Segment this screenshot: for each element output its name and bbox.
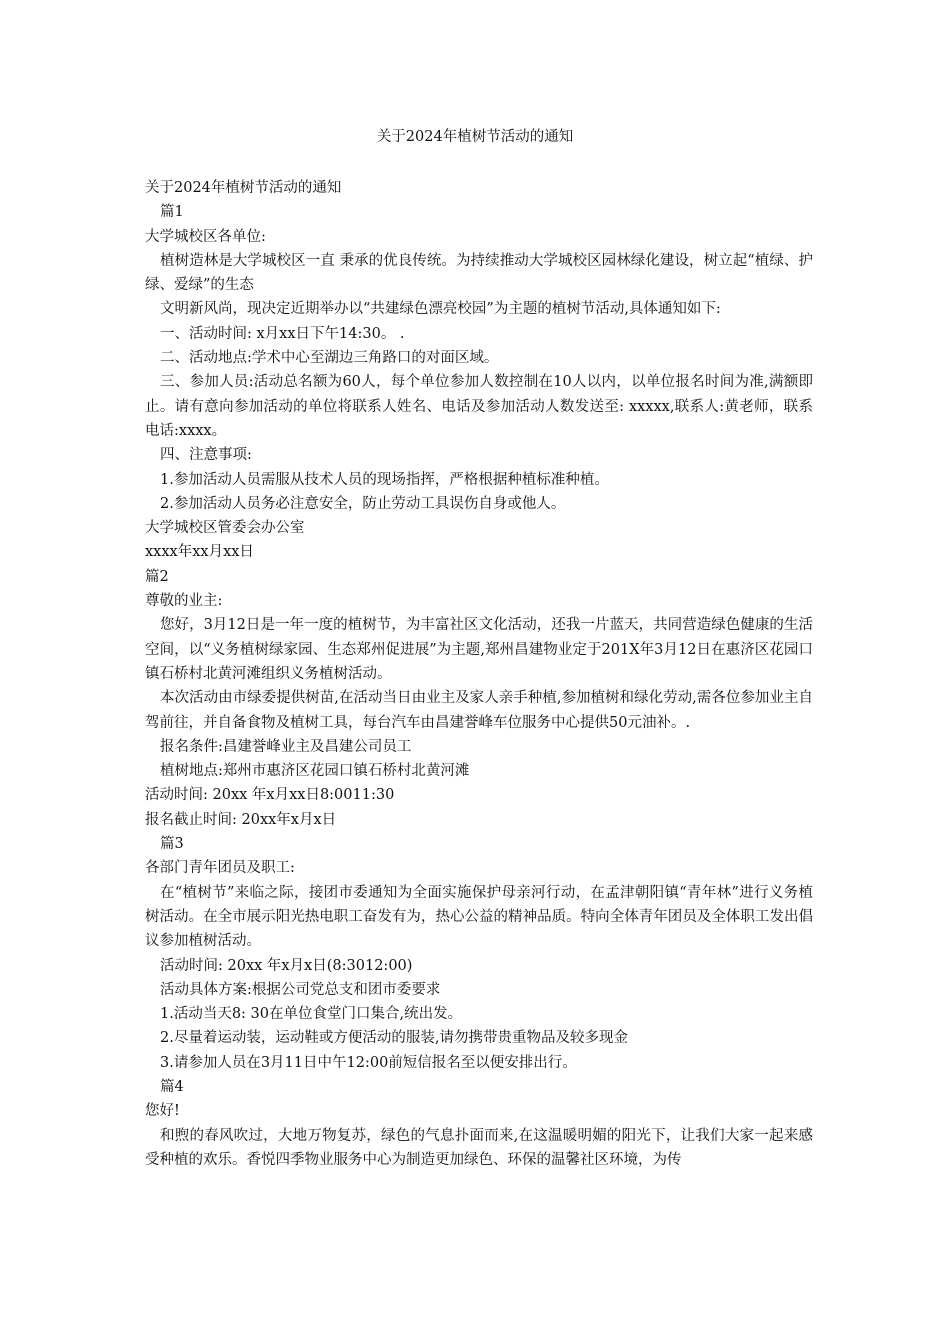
paragraph: 各部门青年团员及职工: xyxy=(145,860,295,877)
paragraph: 一、活动时间: x月xx日下午14:30。 . xyxy=(160,325,405,342)
paragraph: 尊敬的业主: xyxy=(145,593,223,610)
paragraph: 本次活动由市绿委提供树苗,在活动当日由业主及家人亲手种植,参加植树和绿化劳动,需各位参加业主自驾前往，并自备食物及植树工具，每台汽车由昌建誉峰车位服务中心提供50元油补。. xyxy=(145,690,813,731)
paragraph: 篇3 xyxy=(160,836,184,853)
paragraph: 文明新风尚，现决定近期举办以“共建绿色漂亮校园”为主题的植树节活动,具体通知如下: xyxy=(160,301,721,318)
document-title: 关于2024年植树节活动的通知 xyxy=(376,129,574,145)
paragraph: 2.尽量着运动装，运动鞋或方便活动的服装,请勿携带贵重物品及较多现金 xyxy=(160,1030,628,1047)
paragraph: 报名截止时间: 20xx年x月x日 xyxy=(145,811,337,828)
paragraph: 植树地点:郑州市惠济区花园口镇石桥村北黄河滩 xyxy=(160,763,470,780)
paragraph: 在“植树节”来临之际，接团市委通知为全面实施保护母亲河行动，在孟津朝阳镇“青年林”进行义务植树活动。在全市展示阳光热电职工奋发有为，热心公益的精神品质。特向全体青年团员及全体职工发出倡议参加植树活动。 xyxy=(145,884,813,950)
paragraph: 篇2 xyxy=(145,568,169,585)
document-body xyxy=(145,176,813,1172)
paragraph: 关于2024年植树节活动的通知 xyxy=(145,180,342,196)
paragraph: 您好，3月12日是一年一度的植树节，为丰富社区文化活动，还我一片蓝天，共同营造绿色健康的生活空间，以“义务植树绿家园、生态郑州促进展”为主题,郑州昌建物业定于201X年3月12日在惠济区花园口镇石桥村北黄河滩组织义务植树活动。 xyxy=(145,617,813,682)
paragraph: 篇4 xyxy=(160,1078,184,1095)
paragraph: 活动时间: 20xx 年x月x日(8:3012:00) xyxy=(160,957,413,974)
paragraph: 活动时间: 20xx 年x月xx日8:0011:30 xyxy=(145,787,395,804)
paragraph: 三、参加人员:活动总名额为60人，每个单位参加人数控制在10人以内，以单位报名时间为准,满额即止。请有意向参加活动的单位将联系人姓名、电话及参加活动人数发送至: xxxxx,联系人:黄老师，联系电话:xxxx。 xyxy=(145,374,813,439)
paragraph: 四、注意事项: xyxy=(160,447,252,464)
paragraph: 活动具体方案:根据公司党总支和团市委要求 xyxy=(160,981,441,998)
paragraph: 1.活动当天8: 30在单位食堂门口集合,统出发。 xyxy=(160,1006,463,1023)
paragraph: 大学城校区管委会办公室 xyxy=(145,520,305,537)
paragraph: 报名条件:昌建誉峰业主及昌建公司员工 xyxy=(160,738,412,755)
paragraph: 您好! xyxy=(145,1103,180,1120)
paragraph: 篇1 xyxy=(160,204,184,221)
paragraph: 1.参加活动人员需服从技术人员的现场指挥，严格根据种植标准种植。 xyxy=(160,471,609,488)
paragraph: 二、活动地点:学术中心至湖边三角路口的对面区域。 xyxy=(160,350,499,367)
paragraph: 大学城校区各单位: xyxy=(145,228,266,245)
paragraph: 和煦的春风吹过，大地万物复苏，绿色的气息扑面而来,在这温暖明媚的阳光下，让我们大家一起来感受种植的欢乐。香悦四季物业服务中心为制造更加绿色、环保的温馨社区环境，为传 xyxy=(145,1127,813,1168)
paragraph: xxxx年xx月xx日 xyxy=(145,544,254,561)
paragraph: 2.参加活动人员务必注意安全，防止劳动工具误伤自身或他人。 xyxy=(160,495,566,512)
paragraph: 3.请参加人员在3月11日中午12:00前短信报名至以便安排出行。 xyxy=(160,1054,577,1071)
paragraph: 植树造林是大学城校区一直 秉承的优良传统。为持续推动大学城校区园林绿化建设，树立起“植绿、护绿、爱绿”的生态 xyxy=(145,252,813,294)
